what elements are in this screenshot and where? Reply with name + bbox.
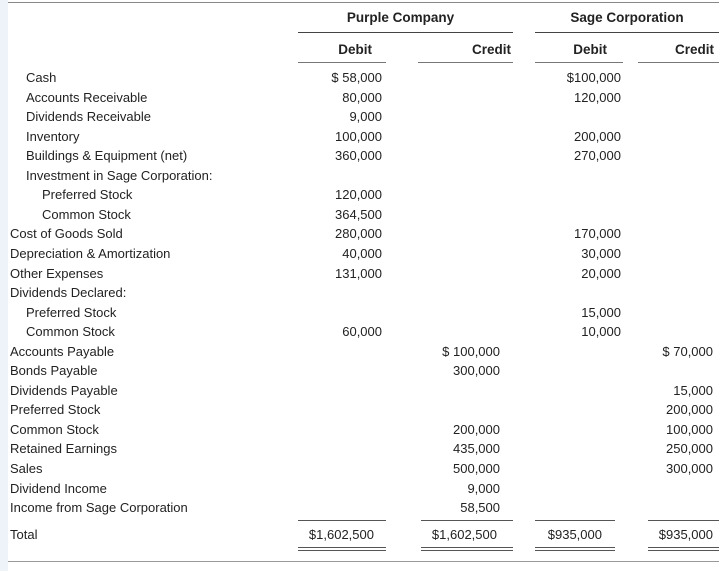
account-label: Common Stock bbox=[26, 324, 115, 339]
sage-credit-double-rule bbox=[648, 547, 719, 548]
purple-debit-rule bbox=[298, 62, 386, 63]
account-label: Preferred Stock bbox=[10, 402, 101, 417]
account-label: Accounts Payable bbox=[10, 344, 115, 359]
sage-credit-cell: 100,000 bbox=[666, 422, 713, 437]
purple-debit-cell: 364,500 bbox=[335, 207, 382, 222]
total-sage-debit: $935,000 bbox=[547, 527, 602, 542]
purple-debit-cell: 100,000 bbox=[335, 129, 382, 144]
sage-debit-header: Debit bbox=[573, 42, 607, 57]
sage-debit-cell: 20,000 bbox=[581, 266, 621, 281]
sage-debit-double-rule-2 bbox=[535, 550, 615, 551]
top-rule bbox=[8, 2, 719, 3]
account-label: Dividends Payable bbox=[10, 383, 118, 398]
account-label: Retained Earnings bbox=[10, 441, 117, 456]
purple-debit-header: Debit bbox=[338, 42, 372, 57]
sage-corporation-header: Sage Corporation bbox=[570, 10, 684, 25]
trial-balance-sheet bbox=[8, 0, 719, 571]
account-label: Sales bbox=[10, 461, 43, 476]
purple-debit-cell: 120,000 bbox=[335, 187, 382, 202]
total-purple-debit: $1,602,500 bbox=[308, 527, 374, 542]
purple-debit-cell: 131,000 bbox=[335, 266, 382, 281]
total-label: Total bbox=[10, 527, 38, 542]
sage-debit-cell: $100,000 bbox=[566, 70, 621, 85]
sage-credit-cell: 250,000 bbox=[666, 441, 713, 456]
purple-credit-double-rule bbox=[421, 547, 513, 548]
sage-credit-cell: 300,000 bbox=[666, 461, 713, 476]
sage-credit-double-rule-2 bbox=[648, 550, 719, 551]
sage-debit-cell: 200,000 bbox=[574, 129, 621, 144]
purple-debit-cell: 360,000 bbox=[335, 148, 382, 163]
account-label: Common Stock bbox=[10, 422, 99, 437]
purple-debit-cell: 80,000 bbox=[342, 90, 382, 105]
purple-credit-header: Credit bbox=[471, 42, 511, 57]
purple-credit-cell: 435,000 bbox=[453, 441, 500, 456]
sage-header-rule bbox=[535, 32, 719, 33]
purple-credit-rule bbox=[418, 62, 513, 63]
purple-credit-cell: 300,000 bbox=[453, 363, 500, 378]
account-label: Preferred Stock bbox=[26, 305, 117, 320]
purple-credit-cell: 200,000 bbox=[453, 422, 500, 437]
sage-debit-total-rule bbox=[535, 520, 615, 521]
purple-company-header: Purple Company bbox=[346, 10, 455, 25]
sage-debit-cell: 15,000 bbox=[581, 305, 621, 320]
sage-debit-cell: 10,000 bbox=[581, 324, 621, 339]
purple-debit-cell: $ 58,000 bbox=[331, 70, 382, 85]
account-label: Other Expenses bbox=[10, 266, 104, 281]
purple-credit-cell: 500,000 bbox=[453, 461, 500, 476]
purple-debit-cell: 280,000 bbox=[335, 226, 382, 241]
account-label: Investment in Sage Corporation: bbox=[26, 168, 213, 183]
account-label: Inventory bbox=[26, 129, 80, 144]
account-label: Dividends Declared: bbox=[10, 285, 127, 300]
purple-header-rule bbox=[298, 32, 513, 33]
purple-credit-cell: 58,500 bbox=[460, 500, 500, 515]
sage-credit-total-rule bbox=[648, 520, 719, 521]
sage-credit-rule bbox=[638, 62, 719, 63]
purple-debit-double-rule bbox=[298, 547, 386, 548]
account-label: Depreciation & Amortization bbox=[10, 246, 171, 261]
sage-debit-rule bbox=[535, 62, 623, 63]
sage-debit-cell: 170,000 bbox=[574, 226, 621, 241]
sage-credit-cell: $ 70,000 bbox=[662, 344, 713, 359]
account-label: Bonds Payable bbox=[10, 363, 98, 378]
account-label: Cash bbox=[26, 70, 57, 85]
purple-credit-cell: $ 100,000 bbox=[442, 344, 500, 359]
total-purple-credit: $1,602,500 bbox=[431, 527, 497, 542]
bottom-rule bbox=[8, 561, 719, 562]
account-label: Dividends Receivable bbox=[26, 109, 152, 124]
purple-debit-total-rule bbox=[298, 520, 386, 521]
account-label: Preferred Stock bbox=[42, 187, 133, 202]
purple-debit-cell: 9,000 bbox=[349, 109, 382, 124]
purple-credit-cell: 9,000 bbox=[467, 481, 500, 496]
sage-credit-cell: 15,000 bbox=[673, 383, 713, 398]
purple-debit-cell: 40,000 bbox=[342, 246, 382, 261]
account-label: Accounts Receivable bbox=[26, 90, 148, 105]
account-label: Cost of Goods Sold bbox=[10, 226, 123, 241]
sage-debit-cell: 30,000 bbox=[581, 246, 621, 261]
sage-credit-header: Credit bbox=[674, 42, 714, 57]
sage-debit-cell: 270,000 bbox=[574, 148, 621, 163]
sage-debit-cell: 120,000 bbox=[574, 90, 621, 105]
sage-credit-cell: 200,000 bbox=[666, 402, 713, 417]
purple-debit-cell: 60,000 bbox=[342, 324, 382, 339]
account-label: Common Stock bbox=[42, 207, 131, 222]
purple-credit-double-rule-2 bbox=[421, 550, 513, 551]
purple-debit-double-rule-2 bbox=[298, 550, 386, 551]
account-label: Income from Sage Corporation bbox=[10, 500, 188, 515]
purple-credit-total-rule bbox=[421, 520, 513, 521]
sage-debit-double-rule bbox=[535, 547, 615, 548]
account-label: Dividend Income bbox=[10, 481, 107, 496]
account-label: Buildings & Equipment (net) bbox=[26, 148, 188, 163]
total-sage-credit: $935,000 bbox=[658, 527, 713, 542]
